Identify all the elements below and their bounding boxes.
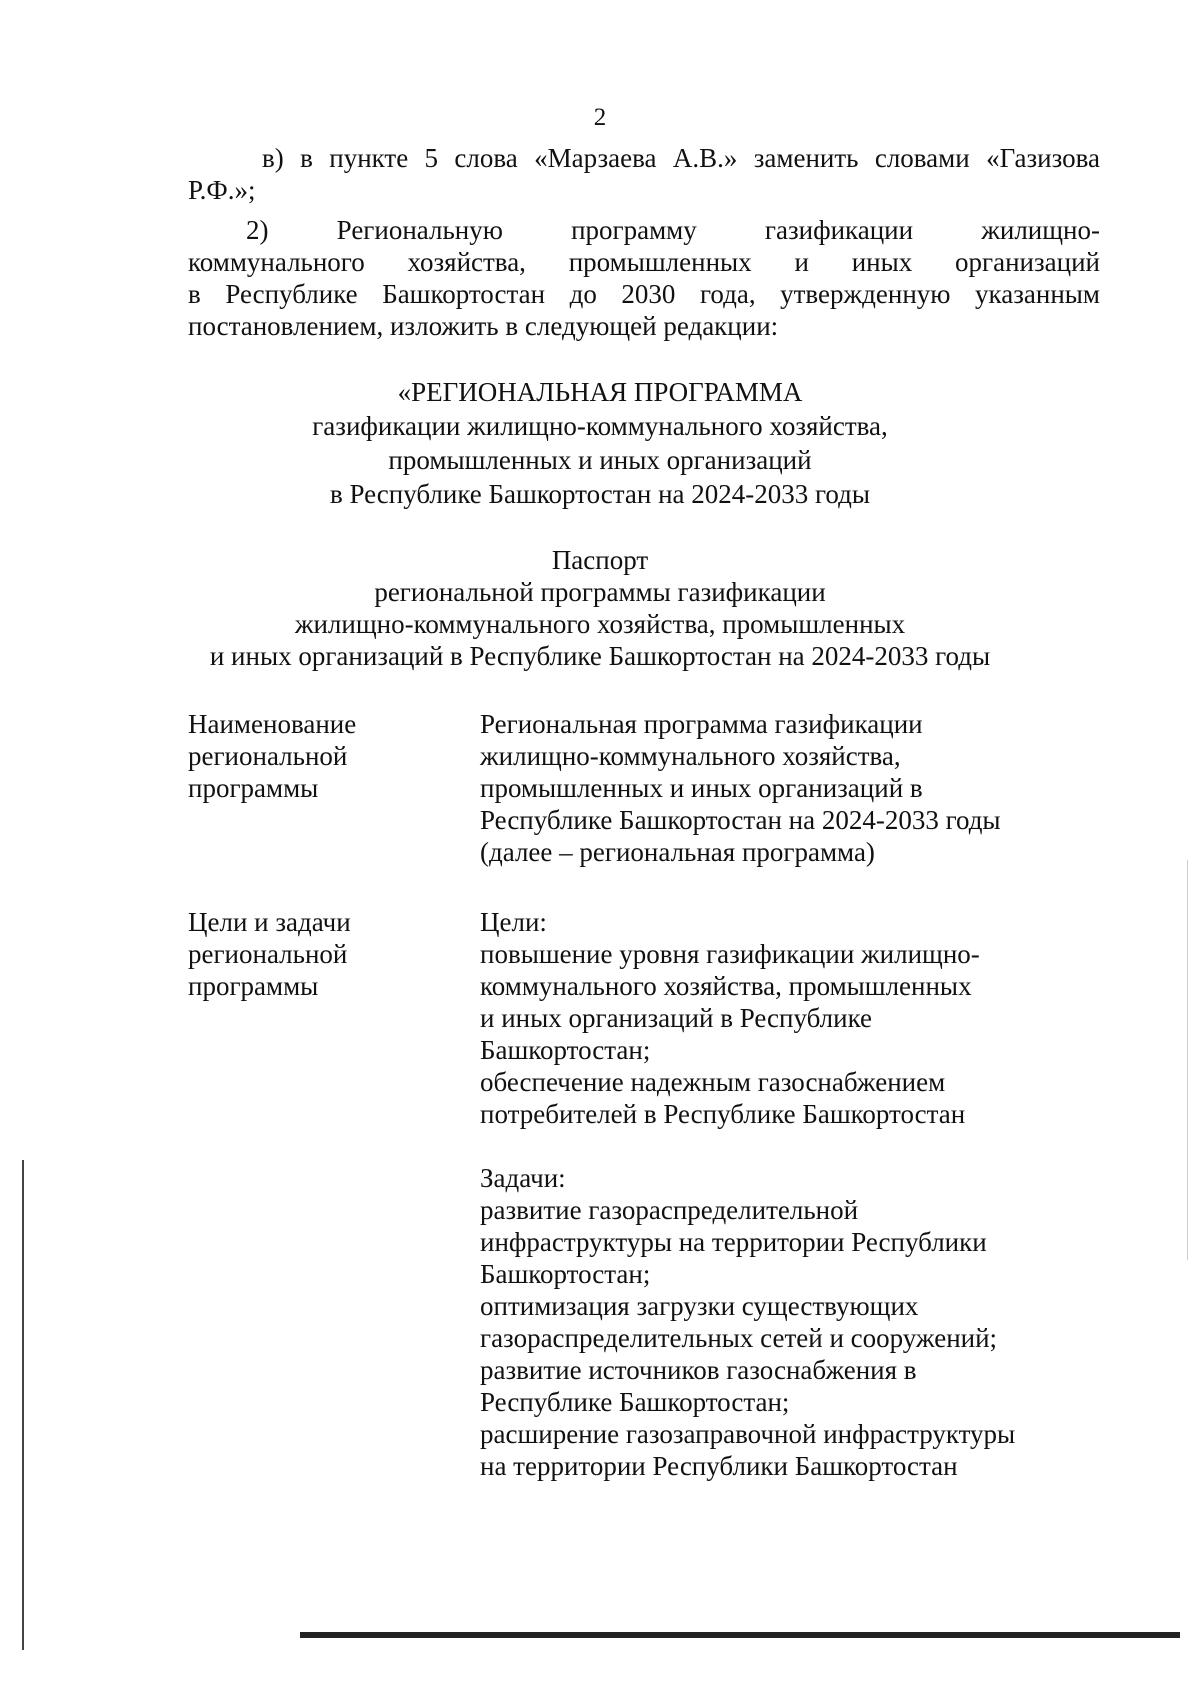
row1-value: Региональная программа газификации жилищно-коммунального хозяйства, промышленных и иных организаций в Республике Башкортостан на 2024-2033 годы (далее – региональная программа)	[480, 709, 1001, 867]
row1-label: Наименование региональной программы	[188, 709, 357, 803]
item-v-line2: Р.Ф.»;	[188, 175, 256, 205]
program-title-line4: в Республике Башкортостан на 2024-2033 годы	[329, 479, 871, 509]
bottom-rule	[300, 1632, 1180, 1638]
item-2-line1: 2) Региональную программу газификации жилищно-	[246, 215, 1100, 245]
passport-title-line1: Паспорт	[551, 545, 649, 575]
row2-value: Цели: повышение уровня газификации жилищно- коммунального хозяйства, промышленных и иных организаций в Республике Башкортостан; обеспечение надежным газоснабжением потребителей в Республике Башкортостан Задачи: развитие газораспределительной инфраструктуры на территории Республики Башкортостан; оптимизация загрузки существующих газораспределительных сетей и сооружений; развитие источников газоснабжения в Республике Башкортостан; расширение газозаправочной инфраструктуры на территории Республики Башкортостан	[480, 907, 1016, 1481]
passport-title-line2: региональной программы газификации	[374, 577, 826, 607]
page-number: 2	[593, 104, 607, 131]
passport-title-line4: и иных организаций в Республике Башкортостан на 2024-2033 годы	[209, 641, 991, 671]
item-2-line2: коммунального хозяйства, промышленных и иных организаций	[188, 247, 1100, 277]
row2-label: Цели и задачи региональной программы	[188, 907, 351, 1001]
item-2-line4: постановлением, изложить в следующей редакции:	[188, 311, 779, 341]
passport-title-line3: жилищно-коммунального хозяйства, промышленных	[294, 609, 906, 639]
scan-edge-mark-right	[1187, 860, 1188, 1260]
program-title-line1: «РЕГИОНАЛЬНАЯ ПРОГРАММА	[397, 377, 803, 407]
program-title-line3: промышленных и иных организаций	[388, 445, 812, 475]
scan-edge-mark	[22, 1160, 24, 1650]
item-v-line1: в) в пункте 5 слова «Марзаева А.В.» заменить словами «Газизова	[262, 143, 1100, 173]
item-2-line3: в Республике Башкортостан до 2030 года, утвержденную указанным	[188, 279, 1100, 309]
program-title-line2: газификации жилищно-коммунального хозяйства,	[312, 411, 888, 441]
